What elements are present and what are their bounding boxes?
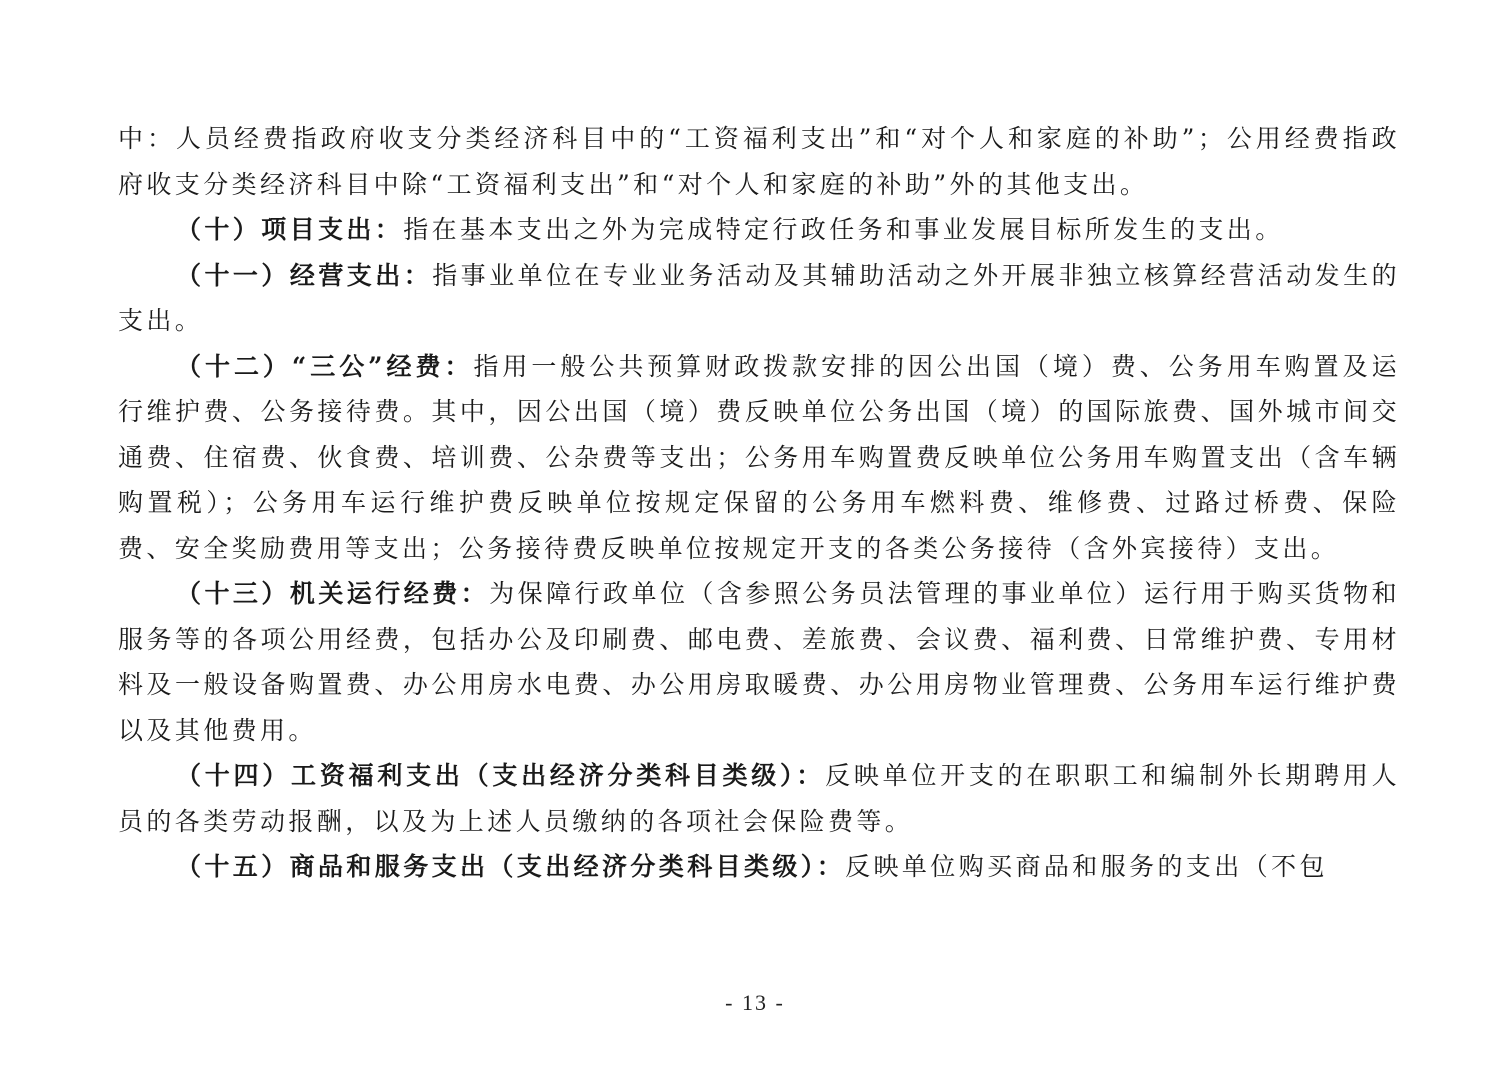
paragraph-agency-operating-expenses: [118, 571, 1400, 753]
paragraph-staff-public-expense: [118, 116, 1400, 207]
page-number: - 13 -: [725, 990, 785, 1015]
document-body: [118, 116, 1400, 890]
paragraph-project-expenditure: [118, 207, 1400, 253]
paragraph-heading: （十三）机关运行经费：: [176, 579, 490, 608]
paragraph-three-public-expenses: [118, 344, 1400, 572]
paragraph-text: 反映单位购买商品和服务的支出（不包: [845, 852, 1328, 881]
paragraph-heading: （十）项目支出：: [176, 215, 404, 244]
paragraph-goods-services-expenditure: [118, 844, 1400, 890]
paragraph-text: 为保障行政单位（含参照公务员法管理的事业单位）运行用于购买货物和服务等的各项公用经费，包括办公及印刷费、邮电费、差旅费、会议费、福利费、日常维护费、专用材料及一般设备购置费、办公用房水电费、办公用房取暖费、办公用房物业管理费、公务用车运行维护费以及其他费用。: [118, 579, 1400, 745]
paragraph-heading: （十四）工资福利支出（支出经济分类科目类级）：: [176, 761, 826, 790]
paragraph-business-expenditure: [118, 253, 1400, 344]
paragraph-heading: （十五）商品和服务支出（支出经济分类科目类级）：: [176, 852, 846, 881]
paragraph-text: 指在基本支出之外为完成特定行政任务和事业发展目标所发生的支出。: [403, 215, 1284, 244]
paragraph-heading: （十一）经营支出：: [176, 260, 433, 290]
paragraph-text: 反映单位开支的在职职工和编制外长期聘用人员的各类劳动报酬，以及为上述人员缴纳的各项社会保险费等。: [118, 761, 1400, 836]
paragraph-text: 中：人员经费指政府收支分类经济科目中的“工资福利支出”和“对个人和家庭的补助”；公用经费指政府收支分类经济科目中除“工资福利支出”和“对个人和家庭的补助”外的其他支出。: [118, 124, 1400, 199]
paragraph-text: 指用一般公共预算财政拨款安排的因公出国（境）费、公务用车购置及运行维护费、公务接待费。其中，因公出国（境）费反映单位公务出国（境）的国际旅费、国外城市间交通费、住宿费、伙食费、培训费、公杂费等支出；公务用车购置费反映单位公务用车购置支出（含车辆购置税）；公务用车运行维护费反映单位按规定保留的公务用车燃料费、维修费、过路过桥费、保险费、安全奖励费用等支出；公务接待费反映单位按规定开支的各类公务接待（含外宾接待）支出。: [118, 351, 1400, 563]
paragraph-heading: （十二）“三公”经费：: [176, 351, 474, 381]
paragraph-text: 指事业单位在专业业务活动及其辅助活动之外开展非独立核算经营活动发生的支出。: [118, 260, 1400, 335]
paragraph-wage-welfare-expenditure: [118, 753, 1400, 844]
